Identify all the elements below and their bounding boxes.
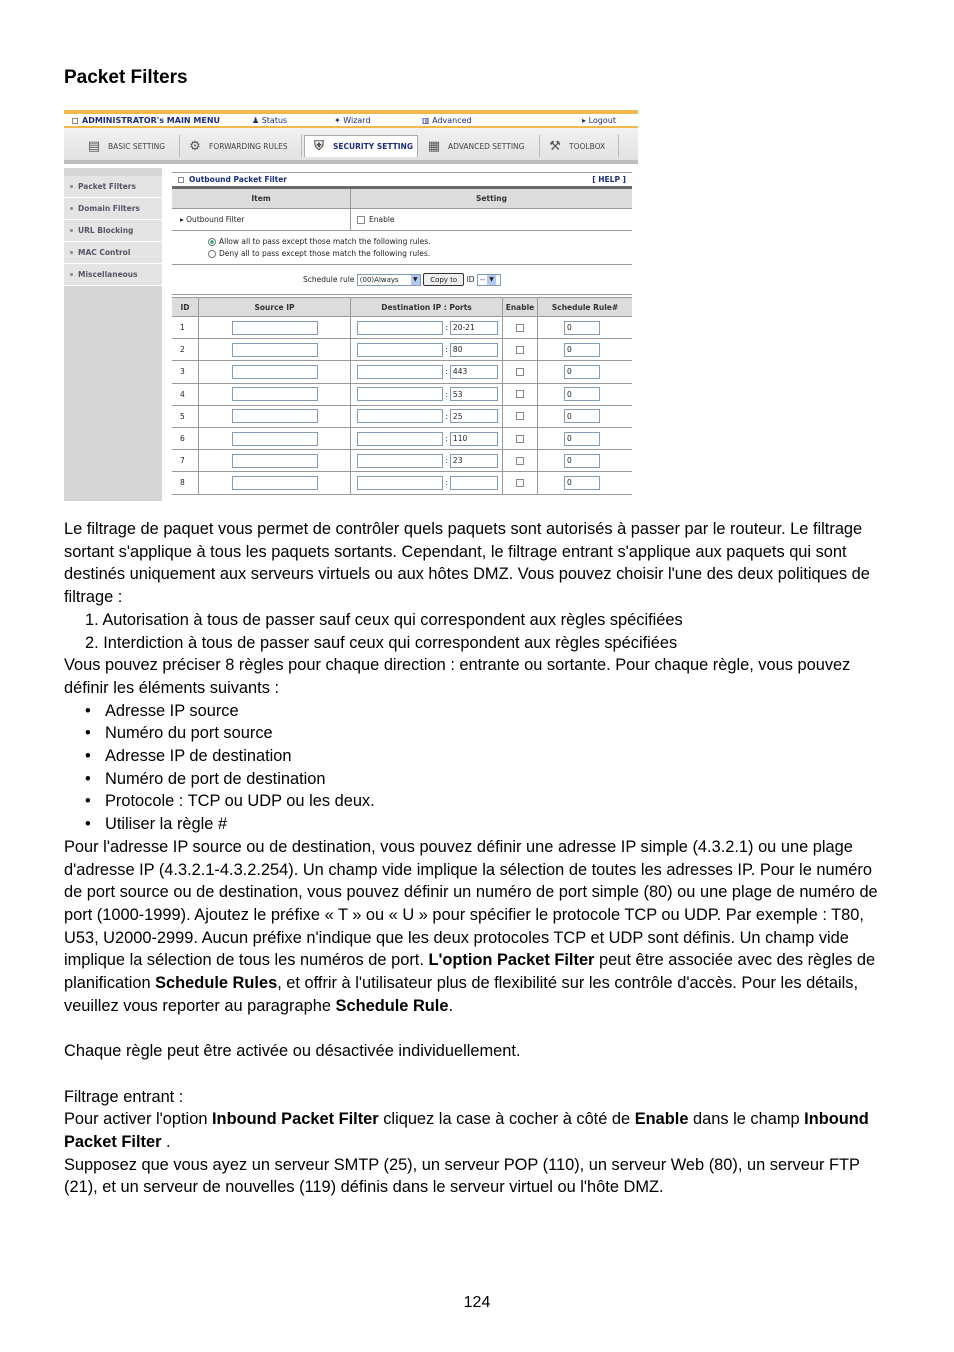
source-ip-input[interactable]	[232, 387, 318, 401]
schedule-rule-input[interactable]: 0	[564, 365, 600, 379]
rules-header-row	[172, 297, 632, 317]
security-icon: ⛨	[314, 139, 324, 154]
rule-id: 6	[172, 428, 199, 449]
page-heading: Packet Filters	[64, 67, 188, 88]
details-paragraph: Pour l'adresse IP source ou de destination, vous pouvez définir une adresse IP simple (4.3.2.1) ou une plage d'adresse IP (4.3.2.1-4.3.2.254). Un champ vide implique la sélection de toutes les adresses IP. Pour le numéro de port source ou de destination, vous pouvez définir un numéro de port simple (80) ou une plage de numéro de port (1000-1999). Ajoutez le préfixe « T » ou « U » pour spécifier le protocole TCP ou UDP. Par exemple : T80, U53, U2000-2999. Aucun préfixe n'indique que les deux protocoles TCP et UDP sont définis. Un champ vide implique la sélection de tous les numéros de port. L'option Packet Filter peut être associée avec des règles de planification Schedule Rules, et offrir à l'utilisateur plus de flexibilité sur les contrôle d'accès. Pour les détails, veuillez vous reporter au paragraphe Schedule Rule.	[64, 837, 878, 1015]
tab-forwarding-rules[interactable]: ⚙ FORWARDING RULES	[181, 135, 302, 157]
id-label: ID	[466, 275, 475, 284]
rule-enable-checkbox[interactable]	[516, 390, 524, 398]
rule-id: 5	[172, 406, 199, 427]
rules-table-body	[172, 317, 632, 495]
bullet-icon	[70, 251, 73, 254]
rule-id: 8	[172, 472, 199, 493]
deny-label: Deny all to pass except those match the following rules.	[219, 249, 431, 258]
sidebar-item-mac-control[interactable]: MAC Control	[64, 242, 162, 264]
basic-setting-icon: ▤	[87, 138, 101, 154]
destination-ip-input[interactable]	[357, 321, 443, 335]
rule-enable-checkbox[interactable]	[516, 435, 524, 443]
top-menu-bar	[64, 110, 638, 128]
destination-ip-input[interactable]	[357, 343, 443, 357]
tab-security-setting[interactable]: ⛨ SECURITY SETTING	[304, 135, 418, 157]
chevron-down-icon: ▼	[487, 275, 496, 285]
status-icon: ♟	[252, 116, 262, 125]
rule-enable-checkbox[interactable]	[516, 412, 524, 420]
rule-enable-checkbox[interactable]	[516, 324, 524, 332]
rule-id: 3	[172, 361, 199, 382]
rule-id: 7	[172, 450, 199, 471]
table-row: 7 : 23 0	[172, 450, 632, 472]
advanced-setting-icon: ▦	[427, 138, 441, 154]
tab-bar	[64, 128, 638, 164]
table-row: 4 : 53 0	[172, 384, 632, 406]
destination-port-input[interactable]: 25	[450, 409, 498, 423]
inbound-paragraph: Pour activer l'option Inbound Packet Filter cliquez la case à cocher à côté de Enable dans le champ Inbound Packet Filter .	[64, 1110, 869, 1151]
sidebar-item-packet-filters[interactable]: Packet Filters	[64, 176, 162, 198]
source-ip-input[interactable]	[232, 321, 318, 335]
destination-ip-input[interactable]	[357, 432, 443, 446]
schedule-rule-input[interactable]: 0	[564, 432, 600, 446]
destination-port-input[interactable]	[450, 476, 498, 490]
deny-radio[interactable]	[208, 250, 216, 258]
rule-id: 2	[172, 339, 199, 360]
destination-port-input[interactable]: 23	[450, 454, 498, 468]
example-paragraph: Supposez que vous ayez un serveur SMTP (25), un serveur POP (110), un serveur Web (80), un serveur FTP (21), et un serveur de nouvelles (119) définis dans le serveur virtuel ou l'hôte DMZ.	[64, 1155, 860, 1197]
tab-toolbox[interactable]: ⚒ TOOLBOX	[541, 135, 619, 157]
list-item: • Utiliser la règle #	[85, 815, 228, 834]
destination-port-input[interactable]: 443	[450, 365, 498, 379]
rule-enable-checkbox[interactable]	[516, 479, 524, 487]
arrow-icon: ▸	[180, 215, 187, 224]
allow-radio[interactable]	[208, 238, 216, 246]
table-row: 6 : 110 0	[172, 428, 632, 450]
table-row: 2 : 80 0	[172, 339, 632, 361]
rule-id: 1	[172, 317, 199, 338]
destination-header: Destination IP : Ports	[351, 298, 503, 316]
id-header: ID	[172, 298, 199, 316]
schedule-rule-input[interactable]: 0	[564, 321, 600, 335]
destination-ip-input[interactable]	[357, 454, 443, 468]
source-ip-input[interactable]	[232, 476, 318, 490]
forwarding-icon: ⚙	[189, 138, 201, 154]
table-row: 3 : 443 0	[172, 361, 632, 383]
bullet-icon	[70, 185, 73, 188]
schedule-rule-input[interactable]: 0	[564, 476, 600, 490]
policy-item-2: 2. Interdiction à tous de passer sauf ceux qui correspondent aux règles spécifiées	[85, 633, 678, 652]
square-icon	[72, 118, 78, 124]
panel-title: Outbound Packet Filter	[189, 175, 287, 184]
status-link[interactable]: ♟ Status	[252, 116, 288, 125]
destination-ip-input[interactable]	[357, 387, 443, 401]
copy-to-button[interactable]: Copy to	[423, 273, 464, 286]
sidebar-item-miscellaneous[interactable]: Miscellaneous	[64, 264, 162, 286]
sidebar-item-url-blocking[interactable]: URL Blocking	[64, 220, 162, 242]
enable-label: Enable	[369, 215, 395, 224]
schedule-header: Schedule Rule#	[538, 298, 632, 316]
rule-enable-checkbox[interactable]	[516, 457, 524, 465]
panel-header	[172, 172, 632, 189]
column-header-row	[172, 189, 632, 209]
settings-panel	[172, 172, 632, 495]
destination-port-input[interactable]: 53	[450, 387, 498, 401]
schedule-rule-input[interactable]: 0	[564, 387, 600, 401]
schedule-rule-input[interactable]: 0	[564, 454, 600, 468]
table-row: 1 : 20-21 0	[172, 317, 632, 339]
outbound-enable-checkbox[interactable]	[357, 216, 365, 224]
destination-ip-input[interactable]	[357, 365, 443, 379]
toolbox-icon: ⚒	[549, 138, 561, 154]
policy-item-1: 1. Autorisation à tous de passer sauf ceux qui correspondent aux règles spécifiées	[85, 610, 683, 629]
schedule-row	[172, 265, 632, 295]
outbound-filter-label: Outbound Filter	[186, 215, 245, 224]
policy-row	[172, 231, 632, 265]
list-item: • Adresse IP de destination	[85, 747, 292, 766]
tab-basic-setting[interactable]: ▤ BASIC SETTING	[80, 135, 180, 157]
square-icon	[178, 177, 184, 183]
list-item: • Protocole : TCP ou UDP ou les deux.	[85, 792, 375, 811]
document-body	[64, 518, 894, 1199]
outbound-filter-row	[172, 209, 632, 231]
allow-label: Allow all to pass except those match the following rules.	[219, 237, 431, 246]
tab-advanced-setting[interactable]: ▦ ADVANCED SETTING	[420, 135, 540, 157]
bullet-icon	[70, 273, 73, 276]
list-item: • Adresse IP source	[85, 701, 239, 720]
page-number: 124	[463, 1294, 491, 1311]
source-ip-input[interactable]	[232, 409, 318, 423]
item-header: Item	[172, 189, 351, 208]
rule-enable-checkbox[interactable]	[516, 346, 524, 354]
help-link[interactable]: [ HELP ]	[592, 175, 626, 184]
router-screenshot	[64, 110, 638, 501]
destination-port-input[interactable]: 80	[450, 343, 498, 357]
intro-paragraph: Le filtrage de paquet vous permet de contrôler quels paquets sont autorisés à passer par le routeur. Le filtrage sortant s'applique à tous les paquets sortants. Cependant, le filtrage entrant s'applique aux paquets qui sont destinés uniquement aux serveurs virtuels ou aux hôtes DMZ. Vous pouvez choisir l'une des deux politiques de filtrage :	[64, 520, 870, 607]
source-ip-input[interactable]	[232, 343, 318, 357]
source-ip-header: Source IP	[199, 298, 351, 316]
destination-port-input[interactable]: 20-21	[450, 321, 498, 335]
destination-port-input[interactable]: 110	[450, 432, 498, 446]
enable-paragraph: Chaque règle peut être activée ou désactivée individuellement.	[64, 1042, 521, 1061]
destination-ip-input[interactable]	[357, 409, 443, 423]
admin-menu-link[interactable]: ADMINISTRATOR's MAIN MENU	[72, 116, 220, 125]
inbound-heading: Filtrage entrant :	[64, 1087, 184, 1106]
rule-id: 4	[172, 384, 199, 405]
source-ip-input[interactable]	[232, 454, 318, 468]
id-select[interactable]: -- ▼	[477, 274, 501, 286]
list-item: • Numéro du port source	[85, 724, 273, 743]
setting-header: Setting	[351, 189, 632, 208]
advanced-icon: ▥	[422, 116, 433, 125]
logout-link[interactable]: ▸ Logout	[582, 116, 616, 125]
source-ip-input[interactable]	[232, 365, 318, 379]
destination-ip-input[interactable]	[357, 476, 443, 490]
bullet-icon	[70, 229, 73, 232]
wizard-icon: ✦	[334, 116, 344, 125]
enable-header: Enable	[503, 298, 538, 316]
table-row: 8 : 0	[172, 472, 632, 494]
bullet-icon	[70, 207, 73, 210]
table-row: 5 : 25 0	[172, 406, 632, 428]
chevron-down-icon: ▼	[411, 275, 420, 285]
sidebar-item-domain-filters[interactable]: Domain Filters	[64, 198, 162, 220]
advanced-link[interactable]: ▥ Advanced	[422, 116, 472, 125]
rules-paragraph: Vous pouvez préciser 8 règles pour chaque direction : entrante ou sortante. Pour chaque règle, vous pouvez définir les éléments suivants :	[64, 656, 851, 697]
source-ip-input[interactable]	[232, 432, 318, 446]
wizard-link[interactable]: ✦ Wizard	[334, 116, 371, 125]
schedule-rule-input[interactable]: 0	[564, 343, 600, 357]
list-item: • Numéro de port de destination	[85, 769, 326, 788]
arrow-icon: ▸	[582, 116, 589, 125]
schedule-select[interactable]: (00)Always ▼	[357, 274, 421, 286]
sidebar	[64, 168, 162, 501]
schedule-rule-input[interactable]: 0	[564, 409, 600, 423]
rule-enable-checkbox[interactable]	[516, 368, 524, 376]
schedule-label: Schedule rule	[303, 275, 355, 284]
